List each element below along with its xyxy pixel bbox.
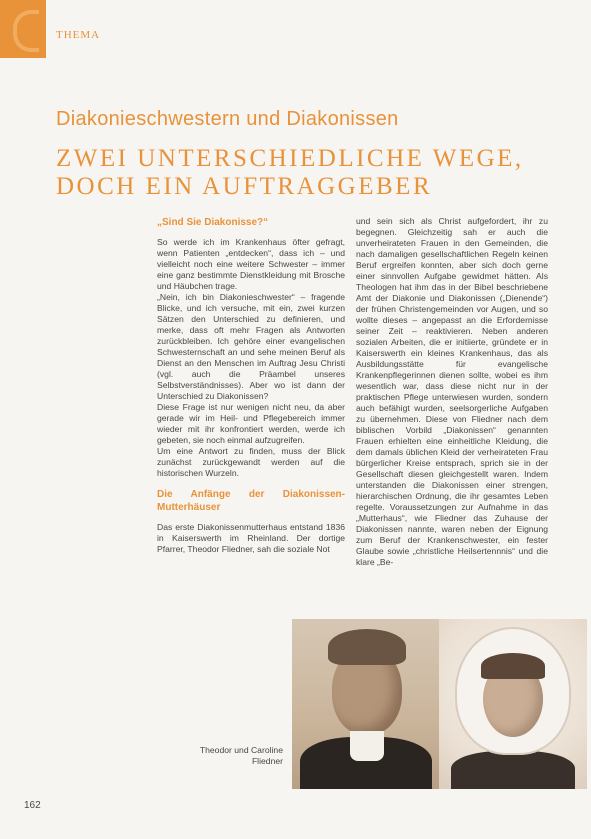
paragraph: „Nein, ich bin Diakonieschwester“ – fragende Blicke, und ich versuche, mit ein, zwei kurzen Sätzen den Unterschied zu definieren, und merke, dass oft mehr Fragen als Antworten zurückbleiben. Ich gehöre einer evangelischen Schwesternschaft an und sehe meinen Beruf als Dienst an den Menschen im Auftrag Jesu Christi (vgl. auch die Präambel unseres Selbstverständnisses). Aber wo ist dann der Unterschied zu Diakonissen? [157,292,345,401]
headline-line-2: DOCH EIN AUFTRAGGEBER [56,173,433,200]
paragraph: Das erste Diakonissenmutterhaus entstand 1836 in Kaiserswerth im Rheinland. Der dortige Pfarrer, Theodor Fliedner, sah die soziale Not [157,522,345,554]
portrait-theodor-fliedner [292,619,440,789]
paragraph: und sein sich als Christ aufgefordert, ihr zu begegnen. Gleichzeitig sah er auch die unverheirateten Frauen in den Gemeinden, die nach damaligen gesellschaftlichen Regeln keinen Beruf ergreifen konnten, aber sich doch gerne einer sinnvollen Aufgabe gewidmet hätten. Als Theologen hat ihm das in der Bibel beschriebene Amt der Diakonie und Diakonissen („Dienende“) der frühen Christengemeinden vor Augen, und so wollte dieses – angepasst an die Erfordernisse seiner Zeit – reaktivieren. Neben anderen sozialen Arbeiten, die er initiierte, gründete er in Kaiserswerth ein kleines Krankenhaus, das als Ausbildungsstätte für evangelische Krankenpflegerinnen dienen sollte, wobei es ihm wesentlich war, dass diese nicht nur in der praktischen Pflege unterwiesen wurden, sondern auch befähigt wurden, seelsorgerliche Aufgaben zu übernehmen. Diese von Fliedner nach dem biblischen Vorbild „Diakonissen“ genannten Frauen erhielten eine einheitliche Kleidung, die dem damals üblichen Kleid der verheirateten Frau bürgerlicher Kreise entsprach, sprich sie in der Gesellschaft diesen gleichgestellt waren. Indem unterstanden die Diakonissen einer strengen, hierarchischen Ordnung, die ihr gesamtes Leben regelte. Voraussetzungen zur Aufnahme in das „Mutterhaus“, wie Fliedner das Zuhause der Diakonissen nannte, waren neben der Eignung zum Beruf der Krankenschwester, ein fester Glaube sowie „christliche Heilsertennnis“ und die klare „Be- [356,216,548,567]
paragraph: Diese Frage ist nur wenigen nicht neu, da aber gerade wir im Heil- und Pflegebereich immer wieder mit ihr konfrontiert werden, werde ich gebeten, sie noch einmal aufzugreifen. [157,402,345,445]
paragraph: Um eine Antwort zu finden, muss der Blick zunächst zurückgewandt werden auf die historischen Wurzeln. [157,446,345,478]
subhead-anfaenge: Die Anfänge der Diakonissen-Mutterhäuser [157,489,345,513]
section-tag: THEMA [56,29,101,41]
headline-line-1: ZWEI UNTERSCHIEDLICHE WEGE, [56,145,524,172]
article-kicker: Diakonieschwestern und Diakonissen [56,108,399,130]
section-logo-icon [0,0,46,58]
page-number: 162 [24,800,41,811]
right-column [356,216,548,568]
left-column [157,216,345,555]
subhead-sind-sie-diakonisse: „Sind Sie Diakonisse?“ [157,217,269,228]
paragraph: So werde ich im Krankenhaus öfter gefragt, wenn Patienten „entdecken“, dass ich – und vielleicht noch eine weitere Schwester – immer eine ganz bestimmte Dienstkleidung mit Brosche und Häubchen trage. [157,237,345,291]
portrait-caroline-fliedner [439,619,587,789]
figure-caption: Theodor und Caroline Fliedner [199,745,283,766]
article-headline [56,145,576,201]
